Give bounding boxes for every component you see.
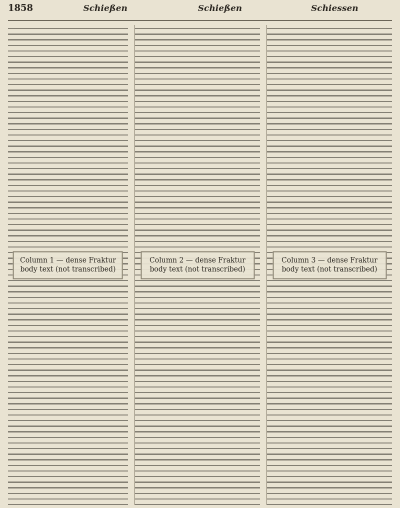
page-number: 1858 xyxy=(8,4,34,14)
running-head-center: Schießen xyxy=(197,4,243,14)
running-head-left: Schießen xyxy=(83,4,128,14)
text-columns xyxy=(8,25,392,505)
column-note: Column 3 — dense Fraktur body text (not transcribed) xyxy=(272,251,387,279)
page-header xyxy=(8,4,392,21)
column-note: Column 2 — dense Fraktur body text (not transcribed) xyxy=(140,251,255,279)
column-note: Column 1 — dense Fraktur body text (not transcribed) xyxy=(13,251,123,279)
text-column-2 xyxy=(134,25,260,505)
text-column-3 xyxy=(266,25,392,505)
text-column-1 xyxy=(8,25,128,505)
running-head-right: Schiessen xyxy=(311,4,359,14)
